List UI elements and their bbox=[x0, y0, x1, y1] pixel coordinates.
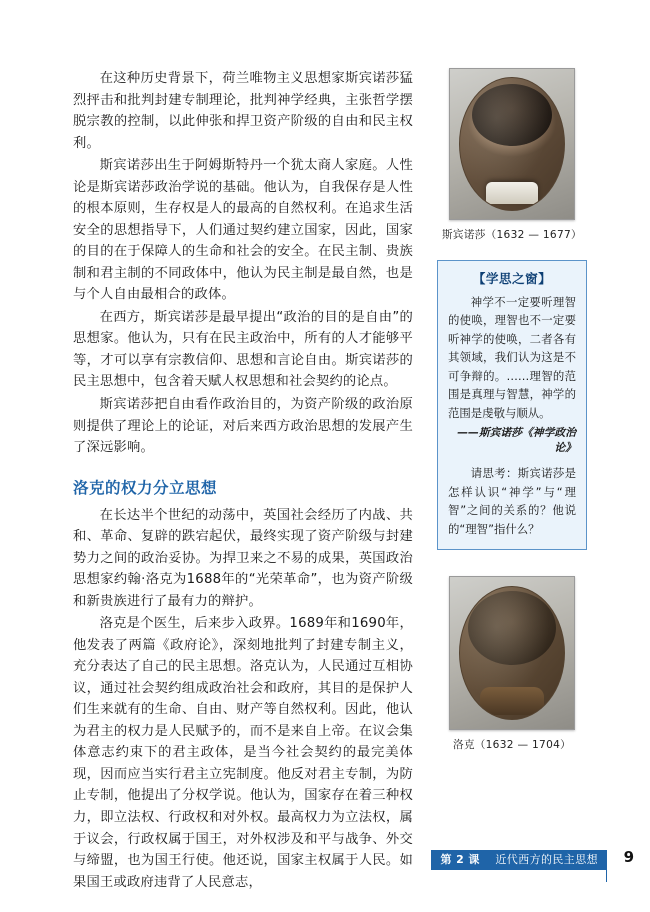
sidebar-column bbox=[437, 68, 587, 752]
page-number: 9 bbox=[623, 848, 634, 866]
study-window-quote: 神学不一定要听理智的使唤，理智也不一定要听神学的使唤，二者各有其领域，我们认为这是不可争辩的。……理智的范围是真理与智慧，神学的范围是虔敬与顺从。 bbox=[448, 295, 576, 420]
footer-lesson-number: 第 2 课 bbox=[440, 853, 480, 866]
portrait-shading bbox=[460, 587, 564, 719]
footer-divider bbox=[606, 862, 607, 882]
figure-caption: 斯宾诺莎（1632 — 1677） bbox=[442, 229, 582, 241]
footer-lesson-bar bbox=[431, 850, 607, 870]
portrait-oval bbox=[459, 77, 565, 211]
paragraph: 斯宾诺莎把自由看作政治目的，为资产阶级的政治原则提供了理论上的论证，对后来西方政治思想的发展产生了深远影响。 bbox=[73, 396, 413, 456]
figure-spinoza bbox=[437, 68, 587, 242]
study-window-box bbox=[437, 260, 587, 550]
portrait-shading bbox=[460, 78, 564, 210]
portrait-oval bbox=[459, 586, 565, 720]
section-heading: 洛克的权力分立思想 bbox=[73, 478, 218, 497]
study-window-question: 请思考：斯宾诺莎是怎样认识“神学”与“理智”之间的关系的？他说的“理智”指什么？ bbox=[448, 466, 576, 536]
study-window-source: ——斯宾诺莎《神学政治论》 bbox=[457, 426, 576, 455]
paragraph: 在西方，斯宾诺莎是最早提出“政治的目的是自由”的思想家。他认为，只有在民主政治中，所有的人才能够平等，才可以享有宗教信仰、思想和言论自由。斯宾诺莎的民主思想中，包含着天赋人权思想和社会契约的论点。 bbox=[73, 309, 413, 390]
page-footer bbox=[0, 850, 650, 872]
paragraph: 洛克是个医生，后来步入政界。1689年和1690年，他发表了两篇《政府论》，深刻地批判了封建专制主义，充分表达了自己的民主思想。洛克认为，人民通过互相协议，通过社会契约组成政治社会和政府，其目的是保护人们生来就有的生命、自由、财产等自然权利。因此，他认为君主的权力是人民赋予的，而不是来自上帝。在议会集体意志约束下的君主政体，是当今社会契约的最完美体现，因而应当实行君主立宪制度。他反对君主专制，为防止专制，他提出了分权学说。他认为，国家存在着三种权力，即立法权、行政权和对外权。最高权力为立法权，属于议会，行政权属于国王，对外权涉及和平与战争、外交与缔盟，也为国王行使。他还说，国家主权属于人民。如果国王或政府违背了人民意志， bbox=[73, 616, 413, 890]
footer-lesson-title: 近代西方的民主思想 bbox=[495, 853, 598, 866]
portrait-spinoza-image bbox=[449, 68, 575, 220]
paragraph: 在这种历史背景下，荷兰唯物主义思想家斯宾诺莎猛烈抨击和批判封建专制理论，批判神学经典，主张哲学摆脱宗教的控制，以此伸张和捍卫资产阶级的自由和民主权利。 bbox=[73, 71, 413, 151]
study-window-title: 【学思之窗】 bbox=[472, 271, 552, 286]
main-text-column bbox=[73, 68, 413, 894]
paragraph: 斯宾诺莎出生于阿姆斯特丹一个犹太商人家庭。人性论是斯宾诺莎政治学说的基础。他认为，自我保存是人性的根本原则，生存权是人的最高的自然权利。在追求生活安全的思想指导下，人们通过契约建立国家，因此，国家的目的在于保障人的生命和社会的安全。在民主制、贵族制和君主制的不同政体中，他认为民主制是最自然，也是与个人自由最相合的政体。 bbox=[73, 158, 413, 303]
figure-locke bbox=[437, 576, 587, 752]
paragraph: 在长达半个世纪的动荡中，英国社会经历了内战、共和、革命、复辟的跌宕起伏，最终实现了资产阶级与封建势力之间的政治妥协。为捍卫来之不易的成果，英国政治思想家约翰·洛克为1688年的“光荣革命”，也为资产阶级和新贵族进行了最有力的辩护。 bbox=[73, 507, 413, 609]
portrait-locke-image bbox=[449, 576, 575, 730]
figure-caption: 洛克（1632 — 1704） bbox=[452, 739, 572, 752]
